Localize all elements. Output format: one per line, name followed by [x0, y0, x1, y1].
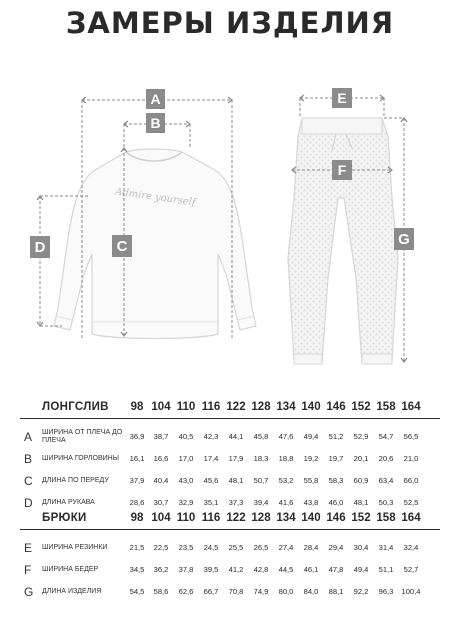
svg-text:C: C	[116, 238, 128, 255]
table-cell: 63,4	[378, 476, 394, 485]
row-letter: B	[24, 452, 33, 466]
row-letter: E	[24, 541, 33, 555]
svg-text:G: G	[398, 231, 410, 248]
size-header: 158	[376, 512, 396, 524]
longsleeve-title: ЛОНГСЛИВ	[42, 401, 109, 413]
size-header: 128	[251, 512, 271, 524]
table-cell: 30,7	[153, 498, 169, 507]
table-cell: 37,8	[178, 565, 194, 574]
page-title: ЗАМЕРЫ ИЗДЕЛИЯ	[65, 6, 395, 40]
table-cell: 18,3	[253, 454, 269, 463]
table-cell: 39,5	[203, 565, 219, 574]
table-cell: 46,1	[303, 565, 319, 574]
size-header: 98	[130, 512, 144, 524]
size-header: 140	[301, 401, 321, 413]
size-header: 146	[326, 401, 346, 413]
table-cell: 32,9	[178, 498, 194, 507]
size-header: 164	[401, 512, 421, 524]
table-cell: 50,7	[253, 476, 269, 485]
table-cell: 84,0	[303, 587, 319, 596]
table-cell: 100,4	[401, 587, 421, 596]
table-cell: 45,8	[253, 432, 269, 441]
marker-e	[332, 88, 352, 108]
table-cell: 55,8	[303, 476, 319, 485]
table-cell: 92,2	[353, 587, 369, 596]
table-cell: 88,1	[328, 587, 344, 596]
size-header: 134	[276, 401, 296, 413]
table-cell: 40,5	[178, 432, 194, 441]
row-label: ШИРИНА РЕЗИНКИ	[42, 544, 108, 551]
table-cell: 29,4	[328, 543, 344, 552]
table-cell: 22,5	[153, 543, 169, 552]
print-text: Admire yourself	[114, 186, 197, 209]
table-cell: 31,4	[378, 543, 394, 552]
row-label: ДЛИНА РУКАВА	[42, 499, 95, 506]
table-cell: 46,0	[328, 498, 344, 507]
table-cell: 17,0	[178, 454, 194, 463]
table-cell: 48,1	[353, 498, 369, 507]
size-header: 122	[226, 512, 246, 524]
row-label: ДЛИНА ПО ПЕРЕДУ	[42, 477, 109, 484]
table-cell: 39,4	[253, 498, 269, 507]
table-cell: 80,0	[278, 587, 294, 596]
table-cell: 56,5	[403, 432, 419, 441]
row-label: ШИРИНА ОТ ПЛЕЧА ДО ПЛЕЧА	[42, 429, 123, 444]
row-label: ШИРИНА БЕДЕР	[42, 566, 99, 573]
table-row	[20, 426, 440, 448]
size-header: 110	[176, 401, 196, 413]
size-header: 116	[201, 512, 221, 524]
table-cell: 41,2	[228, 565, 244, 574]
table-cell: 52,7	[403, 565, 419, 574]
table-cell: 47,8	[328, 565, 344, 574]
size-header: 158	[376, 401, 396, 413]
table-row	[20, 470, 440, 492]
table-cell: 41,6	[278, 498, 294, 507]
table-row	[20, 559, 440, 581]
size-header: 116	[201, 401, 221, 413]
size-header: 152	[351, 512, 371, 524]
garment-illustration	[0, 78, 460, 388]
size-header: 146	[326, 512, 346, 524]
table-cell: 54,7	[378, 432, 394, 441]
row-label: ШИРИНА ГОРЛОВИНЫ	[42, 455, 119, 462]
table-cell: 48,1	[228, 476, 244, 485]
marker-g	[394, 228, 414, 250]
sweatshirt-drawing	[54, 149, 256, 339]
table-cell: 49,4	[353, 565, 369, 574]
size-header: 152	[351, 401, 371, 413]
marker-b	[146, 113, 165, 133]
marker-d	[30, 236, 50, 258]
svg-text:B: B	[150, 115, 161, 131]
size-header: 98	[130, 401, 144, 413]
table-cell: 47,6	[278, 432, 294, 441]
size-header: 140	[301, 512, 321, 524]
header-divider	[20, 529, 440, 530]
table-cell: 49,4	[303, 432, 319, 441]
pants-header-row	[20, 507, 440, 529]
header-divider	[20, 418, 440, 419]
table-cell: 58,6	[153, 587, 169, 596]
table-cell: 20,6	[378, 454, 394, 463]
table-cell: 52,5	[403, 498, 419, 507]
table-cell: 25,5	[228, 543, 244, 552]
row-label: ДЛИНА ИЗДЕЛИЯ	[42, 588, 102, 595]
table-cell: 40,4	[153, 476, 169, 485]
table-cell: 58,3	[328, 476, 344, 485]
table-cell: 30,4	[353, 543, 369, 552]
table-cell: 21,0	[403, 454, 419, 463]
table-cell: 16,6	[153, 454, 169, 463]
table-cell: 28,4	[303, 543, 319, 552]
table-cell: 54,5	[129, 587, 145, 596]
table-cell: 43,8	[303, 498, 319, 507]
table-cell: 34,5	[129, 565, 145, 574]
table-cell: 53,2	[278, 476, 294, 485]
size-header: 104	[151, 401, 171, 413]
size-header: 104	[151, 512, 171, 524]
table-cell: 70,8	[228, 587, 244, 596]
row-letter: F	[24, 563, 32, 577]
table-cell: 38,7	[153, 432, 169, 441]
table-cell: 36,2	[153, 565, 169, 574]
marker-a	[146, 89, 165, 109]
marker-c	[112, 235, 132, 257]
table-cell: 27,4	[278, 543, 294, 552]
table-cell: 35,1	[203, 498, 219, 507]
table-row	[20, 448, 440, 470]
row-letter: G	[24, 585, 34, 599]
table-cell: 16,1	[129, 454, 145, 463]
table-cell: 51,2	[328, 432, 344, 441]
pants-title: БРЮКИ	[42, 512, 87, 524]
table-cell: 51,1	[378, 565, 394, 574]
table-cell: 17,4	[203, 454, 219, 463]
table-cell: 66,7	[203, 587, 219, 596]
table-cell: 21,5	[129, 543, 145, 552]
table-cell: 20,1	[353, 454, 369, 463]
table-cell: 60,9	[353, 476, 369, 485]
size-header: 122	[226, 401, 246, 413]
table-row	[20, 581, 440, 603]
table-cell: 37,3	[228, 498, 244, 507]
table-cell: 50,3	[378, 498, 394, 507]
table-cell: 44,1	[228, 432, 244, 441]
longsleeve-header-row	[20, 396, 440, 418]
size-header: 134	[276, 512, 296, 524]
row-letter: D	[24, 496, 33, 510]
table-cell: 42,8	[253, 565, 269, 574]
svg-text:D: D	[34, 239, 46, 256]
marker-f	[332, 160, 352, 180]
table-cell: 43,0	[178, 476, 194, 485]
table-cell: 66,0	[403, 476, 419, 485]
size-header: 110	[176, 512, 196, 524]
table-cell: 36,9	[129, 432, 145, 441]
table-cell: 26,5	[253, 543, 269, 552]
table-cell: 18,8	[278, 454, 294, 463]
size-header: 164	[401, 401, 421, 413]
table-cell: 74,9	[253, 587, 269, 596]
row-letter: C	[24, 474, 33, 488]
size-header: 128	[251, 401, 271, 413]
table-cell: 96,3	[378, 587, 394, 596]
table-cell: 37,9	[129, 476, 145, 485]
table-cell: 62,6	[178, 587, 194, 596]
svg-text:E: E	[337, 90, 347, 106]
svg-text:F: F	[337, 162, 347, 178]
table-cell: 17,9	[228, 454, 244, 463]
table-cell: 19,2	[303, 454, 319, 463]
table-cell: 44,5	[278, 565, 294, 574]
table-cell: 52,9	[353, 432, 369, 441]
table-cell: 24,5	[203, 543, 219, 552]
table-cell: 19,7	[328, 454, 344, 463]
table-cell: 45,6	[203, 476, 219, 485]
table-row	[20, 537, 440, 559]
pants-drawing	[288, 118, 398, 364]
table-cell: 23,5	[178, 543, 194, 552]
table-cell: 42,3	[203, 432, 219, 441]
row-letter: A	[24, 430, 33, 444]
svg-text:A: A	[150, 91, 161, 107]
table-cell: 32,4	[403, 543, 419, 552]
table-cell: 28,6	[129, 498, 145, 507]
